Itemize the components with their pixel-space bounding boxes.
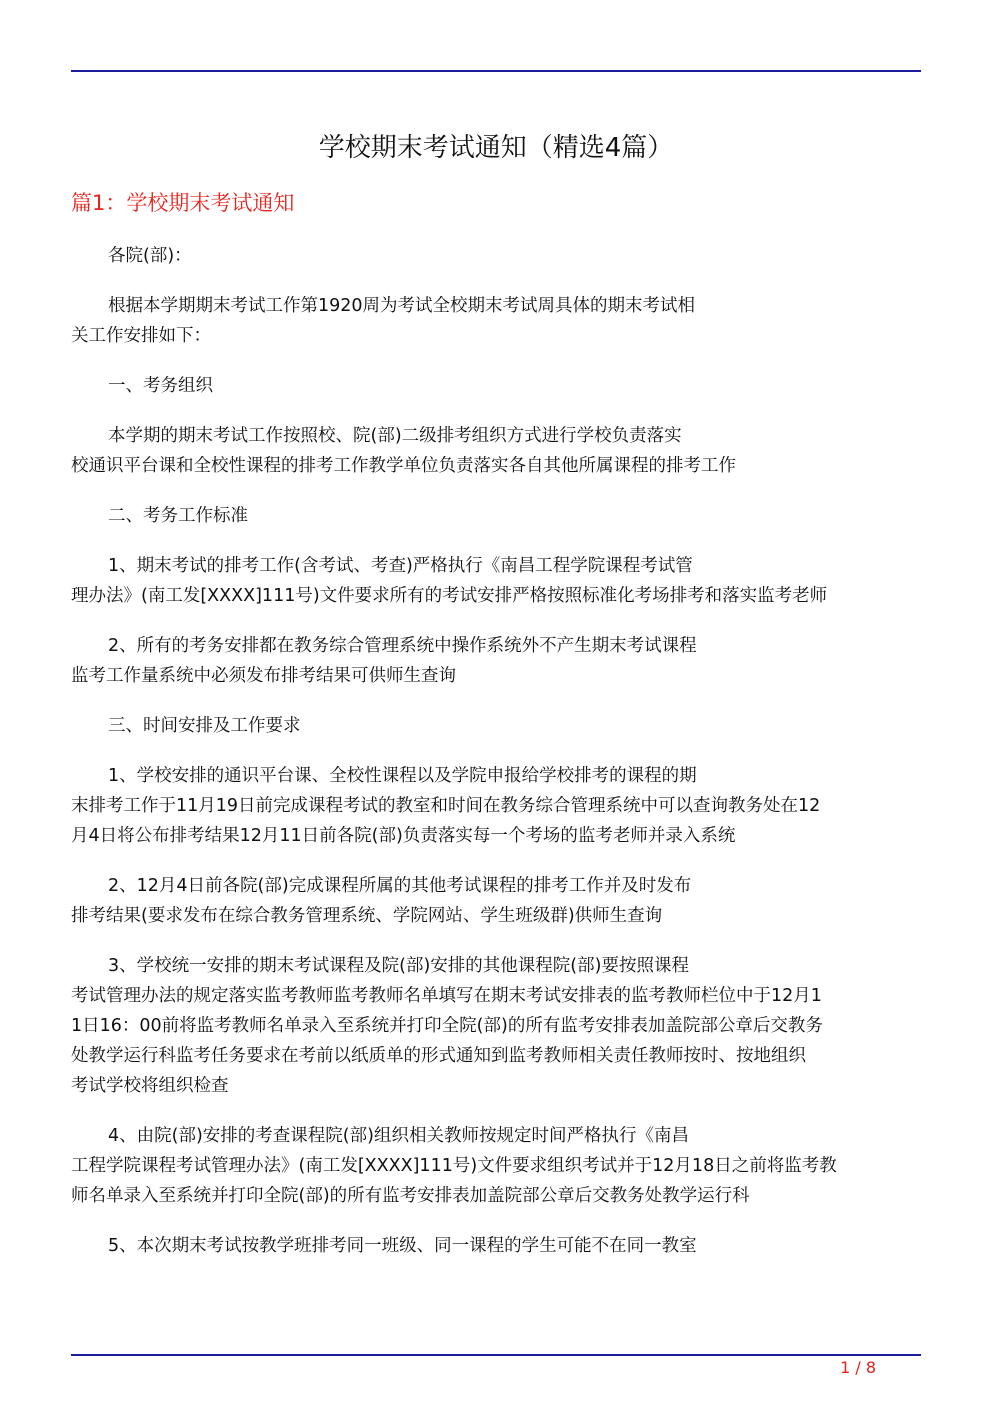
paragraph	[71, 291, 931, 351]
text-line: 理办法》(南工发[XXXX]111号)文件要求所有的考试安排严格按照标准化考场排考和落实监考老师	[71, 586, 828, 606]
text-line: 3、学校统一安排的期末考试课程及院(部)安排的其他课程院(部)要按照课程	[108, 956, 689, 976]
text-line: 2、所有的考务安排都在教务综合管理系统中操作系统外不产生期末考试课程	[108, 636, 697, 656]
text-line: 根据本学期期末考试工作第1920周为考试全校期末考试周具体的期末考试相	[108, 296, 696, 316]
footer-rule	[71, 1354, 921, 1356]
text-line: 校通识平台课和全校性课程的排考工作教学单位负责落实各自其他所属课程的排考工作	[71, 456, 736, 476]
text-line: 1日16：00前将监考教师名单录入至系统并打印全院(部)的所有监考安排表加盖院部公章后交教务	[71, 1016, 823, 1036]
text-line: 4、由院(部)安排的考查课程院(部)组织相关教师按规定时间严格执行《南昌	[108, 1126, 689, 1146]
paragraph	[71, 1231, 931, 1261]
header-rule	[71, 70, 921, 72]
paragraph	[71, 951, 931, 1101]
paragraph	[71, 241, 931, 271]
page-indicator: 1 / 8	[840, 1358, 876, 1377]
text-line: 工程学院课程考试管理办法》(南工发[XXXX]111号)文件要求组织考试并于12月18日之前将监考教	[71, 1156, 837, 1176]
text-line: 1、学校安排的通识平台课、全校性课程以及学院申报给学校排考的课程的期	[108, 766, 697, 786]
text-line: 三、时间安排及工作要求	[108, 716, 301, 736]
text-line: 本学期的期末考试工作按照校、院(部)二级排考组织方式进行学校负责落实	[108, 426, 682, 446]
text-line: 考试学校将组织检查	[71, 1076, 229, 1096]
text-line: 处教学运行科监考任务要求在考前以纸质单的形式通知到监考教师相关责任教师按时、按地组织	[71, 1046, 806, 1066]
text-line: 师名单录入至系统并打印全院(部)的所有监考安排表加盖院部公章后交教务处教学运行科	[71, 1186, 750, 1206]
paragraph	[71, 1121, 931, 1211]
section-heading: 篇1：学校期末考试通知	[71, 191, 295, 215]
paragraph	[71, 711, 931, 741]
text-line: 末排考工作于11月19日前完成课程考试的教室和时间在教务综合管理系统中可以查询教务处在12	[71, 796, 821, 816]
paragraph	[71, 371, 931, 401]
text-line: 考试管理办法的规定落实监考教师监考教师名单填写在期末考试安排表的监考教师栏位中于12月1	[71, 986, 822, 1006]
text-line: 二、考务工作标准	[108, 506, 248, 526]
text-line: 监考工作量系统中必须发布排考结果可供师生查询	[71, 666, 456, 686]
text-line: 2、12月4日前各院(部)完成课程所属的其他考试课程的排考工作并及时发布	[108, 876, 692, 896]
paragraph	[71, 631, 931, 691]
paragraph	[71, 501, 931, 531]
paragraph	[71, 761, 931, 851]
text-line: 一、考务组织	[108, 376, 213, 396]
text-line: 5、本次期末考试按教学班排考同一班级、同一课程的学生可能不在同一教室	[108, 1236, 697, 1256]
document-title: 学校期末考试通知（精选4篇）	[318, 133, 674, 163]
paragraph	[71, 421, 931, 481]
document-body	[71, 241, 931, 1281]
text-line: 各院(部)：	[108, 246, 192, 266]
text-line: 关工作安排如下：	[71, 326, 211, 346]
text-line: 1、期末考试的排考工作(含考试、考查)严格执行《南昌工程学院课程考试管	[108, 556, 693, 576]
text-line: 月4日将公布排考结果12月11日前各院(部)负责落实每一个考场的监考老师并录入系统	[71, 826, 736, 846]
paragraph	[71, 551, 931, 611]
text-line: 排考结果(要求发布在综合教务管理系统、学院网站、学生班级群)供师生查询	[71, 906, 663, 926]
paragraph	[71, 871, 931, 931]
